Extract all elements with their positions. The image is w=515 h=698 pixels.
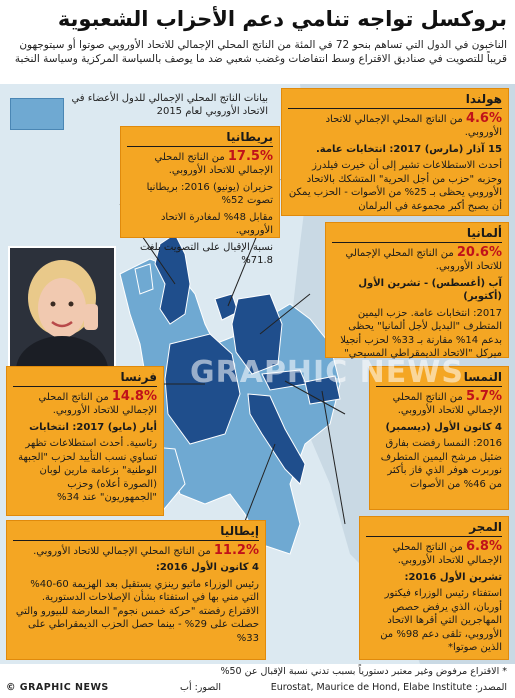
portrait-photo <box>8 246 116 374</box>
card-hungary-body: استفتاء رئيس الوزراء فيكتور أوربان، الذي يرفض حصص المهاجرين التي أقرها الاتحاد الأوروبي، تلقى دعم 98% من الذين صوتوا* <box>380 588 502 653</box>
card-germany-date: آب (أغسطس) - تشرين الأول (أكتوبر) <box>358 277 502 302</box>
legend-text: بيانات الناتج المحلي الإجمالي للدول الأعضاء في الاتحاد الأوروبي لعام 2015 <box>71 93 268 117</box>
portrait-illustration <box>10 248 114 372</box>
card-hungary-name: المجر <box>366 521 502 537</box>
card-netherlands <box>281 88 509 216</box>
card-hungary-pct-text: من الناتج المحلي الإجمالي للاتحاد الأوروبي. <box>392 541 502 566</box>
card-france-date: أيار (مايو) 2017: انتخابات <box>29 421 157 433</box>
card-italy-date: 4 كانون الأول 2016: <box>155 562 259 573</box>
card-uk-pct-text: من الناتج المحلي الإجمالي للاتحاد الأوروبي. <box>154 151 273 176</box>
card-uk-line1: حزيران (يونيو) 2016: بريطانيا تصوت 52% <box>146 181 273 206</box>
card-italy <box>6 520 266 660</box>
card-netherlands-date: 15 آذار (مارس) 2017: انتخابات عامة. <box>316 143 502 155</box>
watermark: GRAPHIC NEWS <box>190 355 464 390</box>
card-hungary-date: تشرين الأول 2016: <box>404 571 502 583</box>
legend-swatch <box>10 98 64 130</box>
card-austria-date: 4 كانون الأول (ديسمبر) <box>385 421 502 433</box>
source-text: المصدر: Eurostat, Maurice de Hond, Elabe Institute <box>270 682 507 693</box>
card-netherlands-name: هولندا <box>288 93 502 109</box>
card-france-pct: 14.8% <box>111 388 157 404</box>
card-italy-pct: 11.2% <box>213 542 259 558</box>
card-uk-pct: 17.5% <box>227 148 273 164</box>
intro-text: الناخبون في الدول التي تساهم بنحو 72 في المئة من الناتج المحلي الإجمالي للاتحاد الأوروبي صوتوا أو سيتوجهون قريباً للتصويت في صناديق الاقتراع وسط انتفاضات وغضب شعبي ضد ما يوصف بالسياسة المركزية وسياسة النخبة <box>14 39 507 65</box>
footnote: * الاقتراع مرفوض وغير معتبر دستورياً بسبب تدني نسبة الإقبال عن 50% <box>220 666 507 677</box>
card-italy-body: رئيس الوزراء ماتيو رينزي يستقيل بعد الهزيمة 60-40% التي مني بها في استفتاء بشأن الإصلاحات الدستورية. الاقتراع رفضته "حركة خمس نجوم" المعارضة للبيورو والتي حصلت على 29% - بينما حصل الحزب الديمقراطي على 33% <box>15 578 259 644</box>
card-germany-pct: 20.6% <box>456 244 502 260</box>
card-netherlands-pct: 4.6% <box>465 110 502 126</box>
card-austria-pct: 5.7% <box>465 388 502 404</box>
card-netherlands-pct-text: من الناتج المحلي الإجمالي للاتحاد الأوروبي. <box>325 113 502 138</box>
footer <box>0 664 515 698</box>
card-germany <box>325 222 509 358</box>
card-uk-name: بريطانيا <box>127 131 273 147</box>
card-germany-name: ألمانيا <box>332 227 502 243</box>
card-netherlands-body: أحدث الاستطلاعات تشير إلى أن خيرت فيلدرز وحزبه "حزب من أجل الحرية" المتشكك بالاتحاد الأوروبي يحظى بـ 25% من الأصوات - الحزب يمكن أن يصبح أكبر مجموعة في البرلمان <box>288 160 502 212</box>
card-france-body: رئاسية. أحدث استطلاعات تظهر تساوي نسب التأييد لحزب "الجبهة الوطنية" بزعامة مارين لوبان (الصورة أعلاه) وحزب "الجمهوريون" عند 34% <box>18 438 157 503</box>
card-italy-pct-text: من الناتج المحلي الإجمالي للاتحاد الأوروبي. <box>33 545 211 557</box>
card-austria-pct-text: من الناتج المحلي الإجمالي للاتحاد الأوروبي. <box>392 391 502 416</box>
page-title: بروكسل تواجه تنامي دعم الأحزاب الشعبوية <box>57 7 507 31</box>
card-france-name: فرنسا <box>13 371 157 387</box>
card-france <box>6 366 164 516</box>
card-italy-name: إيطاليا <box>13 525 259 541</box>
card-austria-body: 2016: النمسا رفضت بفارق ضئيل مرشح اليمين المتطرف نوربرت هوفر الذي فاز بأكثر من 46% من الأصوات <box>380 438 502 490</box>
card-hungary-pct: 6.8% <box>465 538 502 554</box>
card-uk-line2: مقابل 48% لمغادرة الاتحاد الأوروبي. <box>160 211 273 236</box>
card-germany-pct-text: من الناتج المحلي الإجمالي للاتحاد الأوروبي. <box>345 247 502 272</box>
graphic-news-logo: © GRAPHIC NEWS <box>6 682 109 693</box>
card-hungary <box>359 516 509 660</box>
card-austria-name: النمسا <box>376 371 502 387</box>
card-france-pct-text: من الناتج المحلي الإجمالي للاتحاد الأوروبي. <box>38 391 157 416</box>
card-uk <box>120 126 280 266</box>
photo-credit: الصور: أب <box>180 682 222 693</box>
card-germany-body: 2017: انتخابات عامة. حزب اليمين المتطرف "البديل لأجل ألمانيا" يحظى بدعم 14% مقارنة بـ 33% لحزب أنجيلا ميركل "الاتحاد الديمقراطي المسيحي" <box>340 307 502 359</box>
card-uk-line3: نسبة الإقبال على التصويت بلغت 71.8% <box>139 241 273 266</box>
